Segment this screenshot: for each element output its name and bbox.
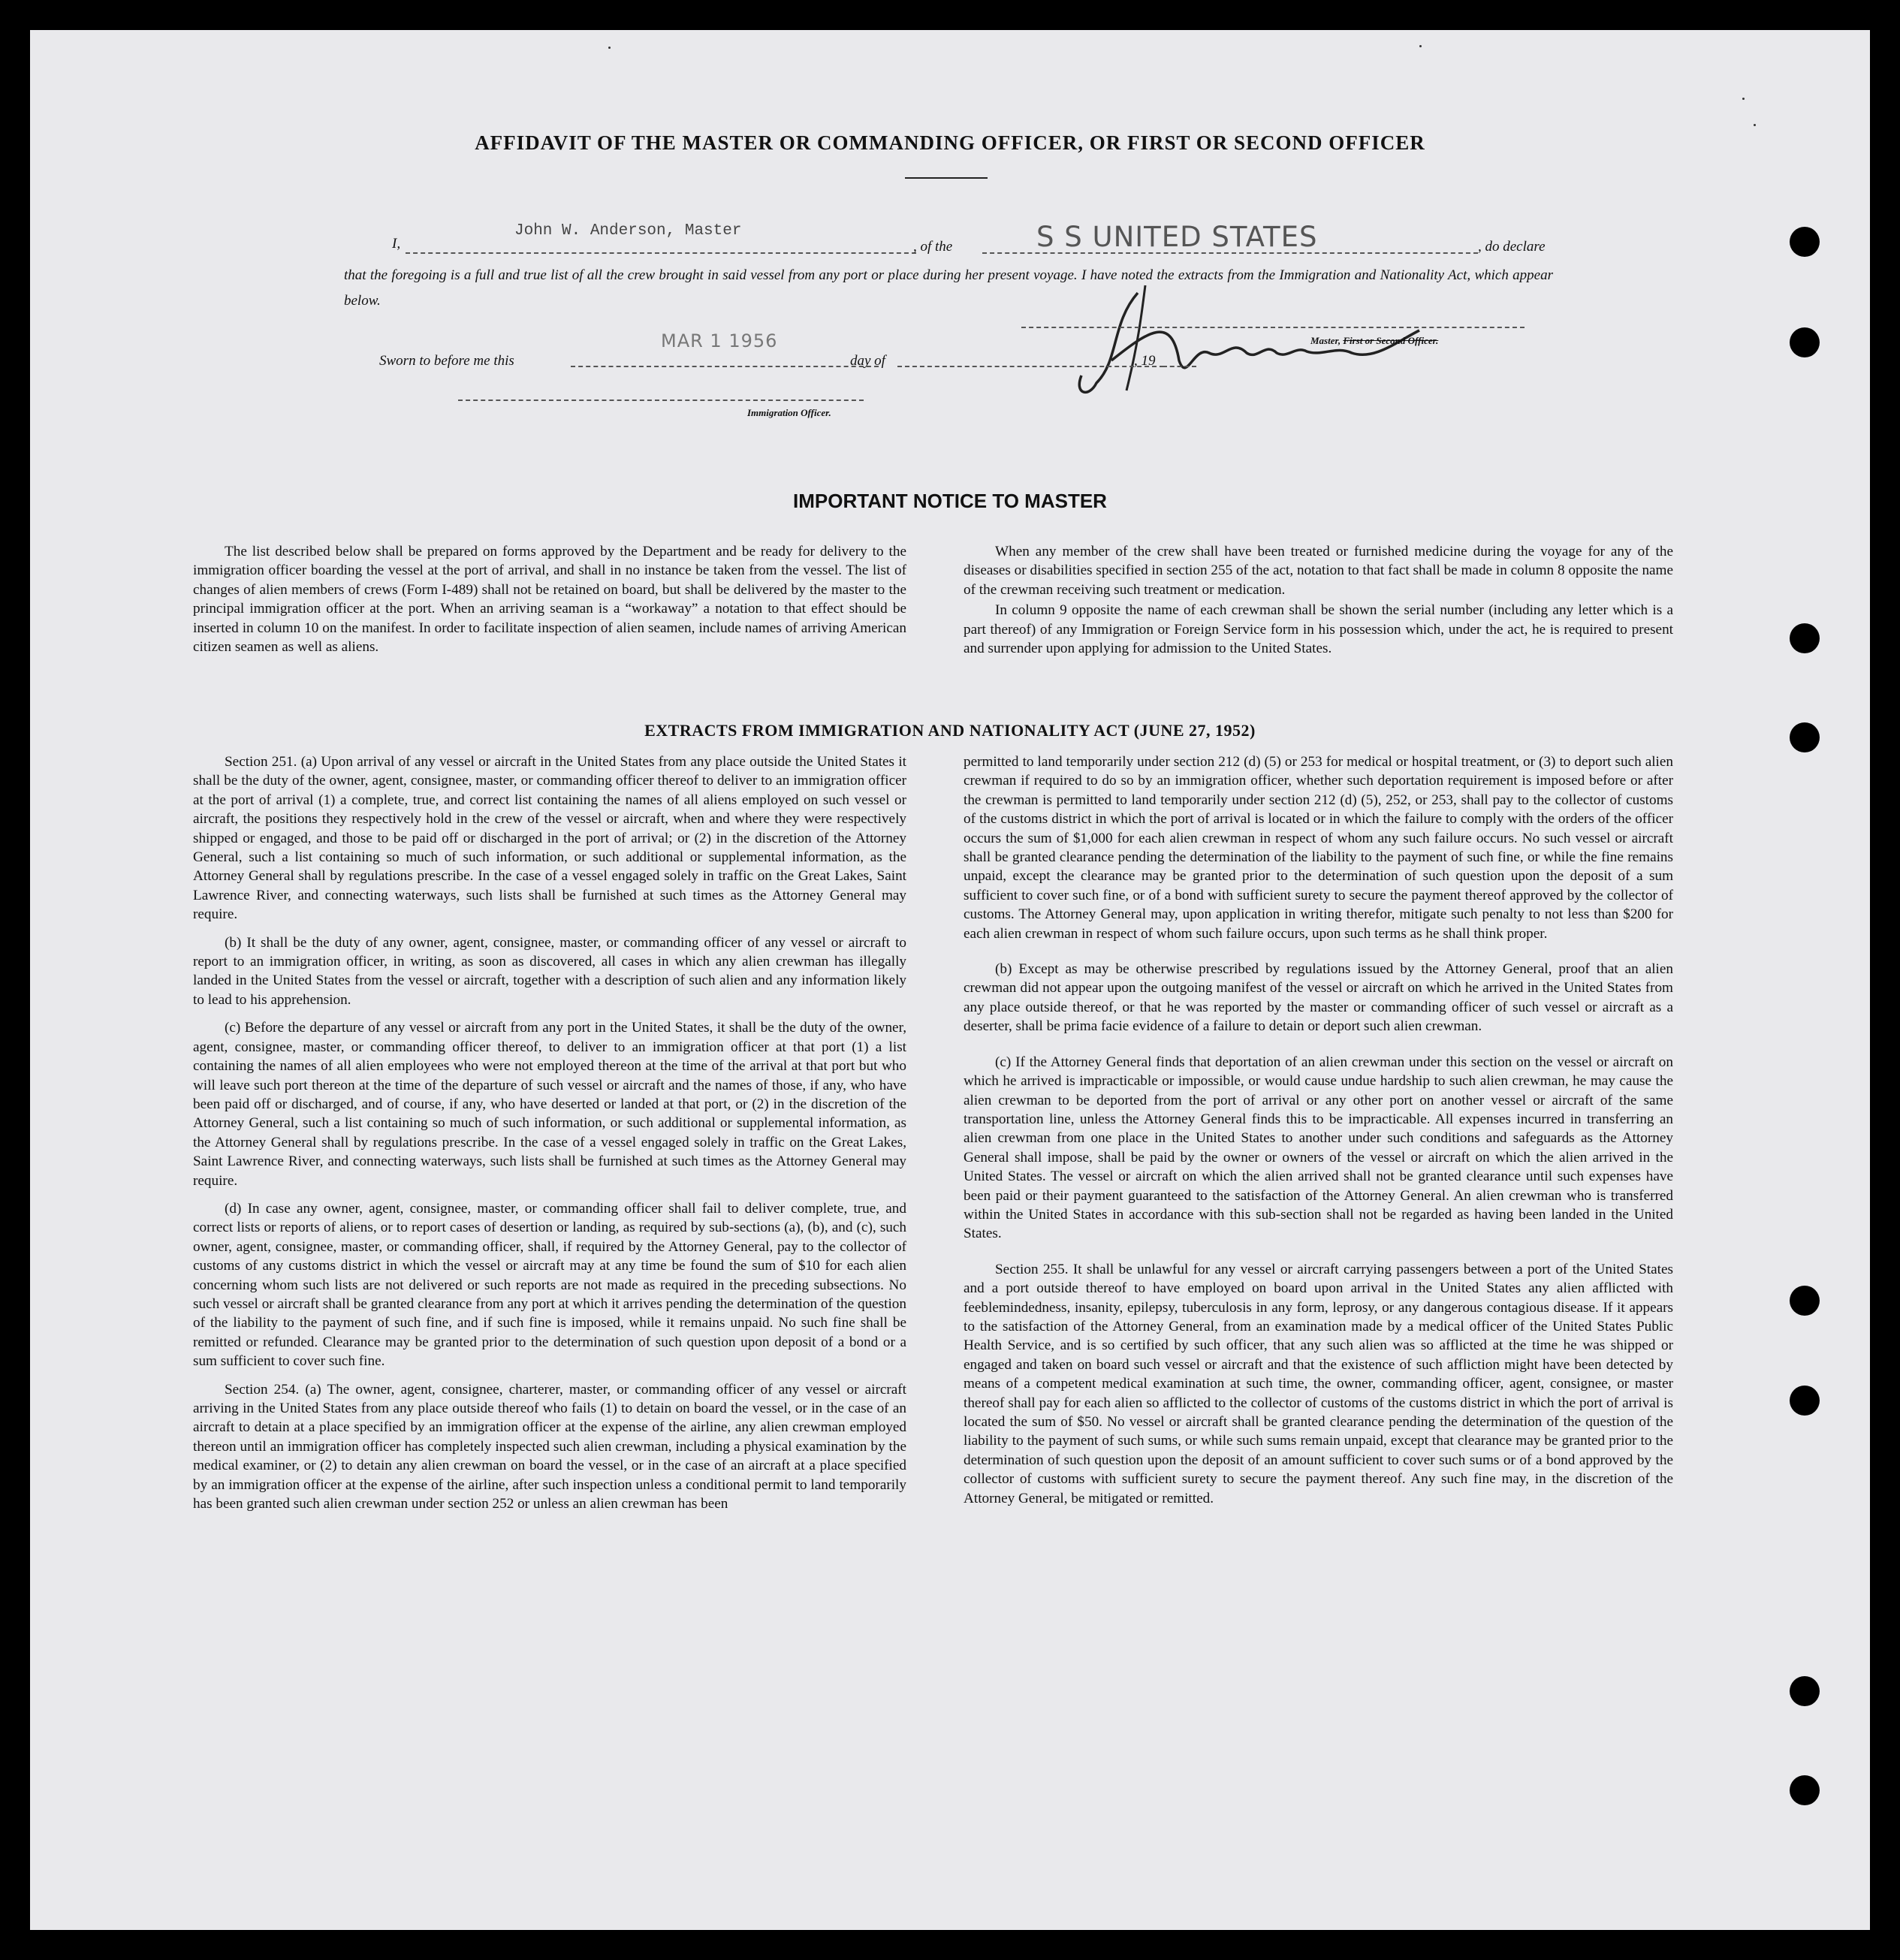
notice-left-paragraph: The list described below shall be prepared on forms approved by the Department and be ready for delivery to the immigration officer boarding the vessel at the port of arrival, and shall in no instance be taken from the vessel. The list of changes of alien members of crews (Form I-489) shall not be retained on board, but shall be delivered by the master to the principal immigration officer at the port. When an arriving seaman is a “workaway” a notation to that effect should be inserted in column 10 on the manifest. In order to facilitate inspection of alien seamen, include names of arriving American citizen seamen as well as aliens. — [193, 544, 906, 656]
master-text: Master, — [1310, 335, 1344, 346]
notice-left-column — [193, 542, 906, 665]
extracts-right-column — [964, 752, 1673, 1517]
declaration-text: that the foregoing is a full and true list of all the crew brought in said vessel from any port or place during her present voyage. I have noted the extracts from the Immigration and Nationality Act, which appear below. — [344, 267, 1553, 309]
year-blank — [1163, 366, 1196, 367]
sworn-label: Sworn to before me this — [379, 353, 514, 369]
section-251-c: (c) Before the departure of any vessel or aircraft from any port in the United States, it shall be the duty of the owner, agent, consignee, master, or commanding officer thereof, to deliver to an immigration officer at that port (1) a list containing the names of all alien employees who were not employed thereon at the time of the arrival at that port but who will leave such port thereon at the time of the departure of such vessel or aircraft and the names of those, if any, who have been paid off or discharged, and of course, if any, who have deserted or landed at that port, or (2) in the discretion of the Attorney General, such a list containing so much of such information, or such additional or supplemental information, as the Attorney General shall by regulations prescribe. In the case of a vessel engaged solely in traffic on the Great Lakes, Saint Lawrence River, and connecting waterways, such lists shall be furnished at such times as the Attorney General may require. — [193, 1020, 906, 1189]
i-label: I, — [392, 236, 401, 252]
struck-officer-text: First or Second Officer. — [1343, 335, 1439, 346]
extracts-left-column — [193, 752, 906, 1522]
section-251-d: (d) In case any owner, agent, consignee, master, or commanding officer shall fail to deliver complete, true, and correct lists or reports of aliens, or to report cases of desertion or landing, as required by sub-sections (a), (b), and (c), such owner, agent, consignee, master, or commanding officer, shall, if required by the Attorney General, pay to the collector of customs of any customs district in which the vessel or aircraft may at any time be found the sum of $10 for each alien concerning whom such lists are not delivered or such reports are not made as required in the preceding subsections. No such vessel or aircraft shall be granted clearance from any port at which it arrives pending the determination of the question of the liability to the payment of such fine, and if such fine is imposed, while it remains unpaid. No such fine shall be remitted or refunded. Clearance may be granted prior to the determination of such question upon deposit of a bond or a sum sufficient to cover such fine. — [193, 1200, 906, 1370]
speck — [608, 47, 611, 49]
of-the-label: , of the — [913, 239, 953, 255]
section-254-c: (c) If the Attorney General finds that deportation of an alien crewman under this section on the vessel or aircraft on which he arrived is impracticable or impossible, or would cause undue hardship to such alien crewman, he may cause the alien crewman to be deported from the port of arrival or any other port on another vessel or aircraft of the same transportation line, unless the Attorney General finds this to be impracticable. All expenses incurred in transferring an alien crewman from one place in the United States to another under such conditions and safeguards as the Attorney General shall impose, shall be paid by the owner or owners of the vessel or aircraft on which the alien arrived in the United States. The vessel or aircraft on which the alien arrived shall not be granted clearance until such expenses have been paid or their payment guaranteed to the satisfaction of the Attorney General. An alien crewman who is transferred within the United States in accordance with this sub-section shall not be regarded as having been landed in the United States. — [964, 1054, 1673, 1242]
section-255: Section 255. It shall be unlawful for any vessel or aircraft carrying passengers between a port of the United States and a port outside thereof to have employed on board upon arrival in the United States any alien afflicted with feeblemindedness, insanity, epilepsy, tuberculosis in any form, leprosy, or any dangerous contagious disease. If it appears to the satisfaction of the Attorney General, from an examination made by a medical officer of the United States Public Health Service, and is so certified by such officer, that any such alien was so afflicted at the time he was shipped or engaged and taken on board such vessel or aircraft and that the existence of such affliction might have been detected by means of a competent medical examination at such time, the owner, commanding officer, agent, consignee, or master thereof shall pay for each alien so afflicted to the collector of customs of the customs district in which the port of arrival is located the sum of $50. No vessel or aircraft shall be granted clearance pending the determination of the question of the liability to the payment of such sums, or while such sums remain unpaid, except that clearance may be granted prior to the determination of such question upon the deposit of an amount sufficient to cover such sums or of a bond approved by the collector of customs with sufficient surety to secure the payment thereof. Any such fine may, in the discretion of the Attorney General, be mitigated or remitted. — [964, 1261, 1673, 1506]
punch-hole — [1790, 623, 1820, 653]
vessel-stamp: S S UNITED STATES — [1036, 221, 1318, 253]
notice-right-paragraph-1: When any member of the crew shall have been treated or furnished medicine during the voyage for any of the diseases or disabilities specified in section 255 of the act, notation to that fact shall be made in column 8 opposite the name of the crewman receiving such treatment or medication. — [964, 544, 1673, 598]
section-254-a: Section 254. (a) The owner, agent, consignee, charterer, master, or commanding officer of any vessel or aircraft arriving in the United States from any place outside thereof who fails (1) to detain on board the vessel, or in the case of an aircraft to detain at a place specified by an immigration officer at the expense of the airline, any alien crewman employed thereon until an immigration officer has completely inspected such alien crewman, including a physical examination by the medical examiner, or (2) to detain any alien crewman on board the vessel, or in the case of an aircraft at a place specified by an immigration officer at the expense of the airline, after such inspection unless a conditional permit to land temporarily has been granted such alien crewman under section 252 or unless an alien crewman has been — [193, 1381, 906, 1512]
punch-hole — [1790, 722, 1820, 752]
notice-right-paragraph-2: In column 9 opposite the name of each crewman shall be shown the serial number (including any letter which is a part thereof) of any Immigration or Foreign Service form in his possession which, under the act, he is required to present and surrender upon applying for admission to the United States. — [964, 602, 1673, 657]
document-page — [30, 30, 1870, 1930]
speck — [1742, 98, 1745, 100]
speck — [1754, 124, 1756, 126]
master-label — [1310, 335, 1438, 347]
do-declare-label: , do declare — [1478, 239, 1546, 255]
extracts-title: EXTRACTS FROM IMMIGRATION AND NATIONALITY ACT (JUNE 27, 1952) — [644, 721, 1256, 740]
sworn-date-stamp: MAR 1 1956 — [661, 330, 778, 351]
notice-title: IMPORTANT NOTICE TO MASTER — [793, 490, 1107, 512]
punch-hole — [1790, 1775, 1820, 1805]
year-prefix: , 19 — [1134, 353, 1156, 369]
officer-signature-line — [458, 400, 864, 401]
month-blank — [897, 366, 1164, 367]
section-254-a-continued: permitted to land temporarily under section 212 (d) (5) or 253 for medical or hospital treatment, or (3) to deport such alien crewman if required to do so by an immigration officer, whether such deportation requirement is imposed before or after the crewman is permitted to land temporarily under section 212 (d) (5), 252, or 253, shall pay to the collector of customs of the customs district in which the port of arrival is located or in which the failure to comply with the orders of the officer occurs the sum of $1,000 for each alien crewman in respect of whom any such failure occurs. No such vessel or aircraft shall be granted clearance pending the determination of the liability to the payment of such fine, or while the fine remains unpaid, except the clearance may be granted prior to the determination of such question upon the deposit of a sum sufficient to cover such fine, or of a bond with sufficient surety to secure the payment thereof approved by the collector of customs. The Attorney General may, upon application in writing therefor, mitigate such penalty to not less than $200 for each alien crewman in respect of whom such failure occurs, upon such terms as he shall think proper. — [964, 754, 1673, 942]
speck — [1419, 45, 1422, 47]
signature-line — [1021, 327, 1525, 328]
title-underline — [905, 177, 988, 179]
punch-hole — [1790, 327, 1820, 357]
immigration-officer-label: Immigration Officer. — [747, 407, 831, 418]
name-blank — [406, 252, 916, 254]
name-typed: John W. Anderson, Master — [514, 222, 742, 240]
punch-hole — [1790, 1386, 1820, 1416]
section-254-b: (b) Except as may be otherwise prescribed by regulations issued by the Attorney General, proof that an alien crewman did not appear upon the outgoing manifest of the vessel or aircraft on which he arrived in the United States from any place outside thereof, or that he was reported by the master or commanding officer of such vessel or aircraft as a deserter, shall be prima facie evidence of a failure to detain or deport such alien crewman. — [964, 961, 1673, 1035]
section-251-b: (b) It shall be the duty of any owner, agent, consignee, master, or commanding officer of any vessel or aircraft to report to an immigration officer, in writing, as soon as discovered, all cases in which any alien crewman has illegally landed in the United States from the vessel or aircraft, together with a description of such alien and any information likely to lead to his apprehension. — [193, 934, 906, 1008]
notice-right-column — [964, 542, 1673, 667]
sworn-day-blank — [571, 366, 879, 367]
punch-hole — [1790, 227, 1820, 257]
day-of-label: day of — [850, 353, 885, 369]
affidavit-title: AFFIDAVIT OF THE MASTER OR COMMANDING OFFICER, OR FIRST OR SECOND OFFICER — [475, 131, 1425, 154]
punch-hole — [1790, 1286, 1820, 1316]
punch-hole — [1790, 1676, 1820, 1706]
section-251-a: Section 251. (a) Upon arrival of any vessel or aircraft in the United States from any place outside the United States it shall be the duty of the owner, agent, consignee, master, or commanding officer thereof to deliver to an immigration officer at the port of arrival (1) a complete, true, and correct list containing the names of all aliens employed on such vessel or aircraft, the positions they respectively hold in the crew of the vessel or aircraft, when and where they were respectively shipped or engaged, and those to be paid off or discharged in the port of arrival; or (2) in the discretion of the Attorney General, such a list containing so much of such information, or such additional or supplemental information, as the Attorney General shall by regulations prescribe. In the case of a vessel engaged solely in traffic on the Great Lakes, Saint Lawrence River, and connecting waterways, such lists shall be furnished at such times as the Attorney General may require. — [193, 754, 906, 923]
